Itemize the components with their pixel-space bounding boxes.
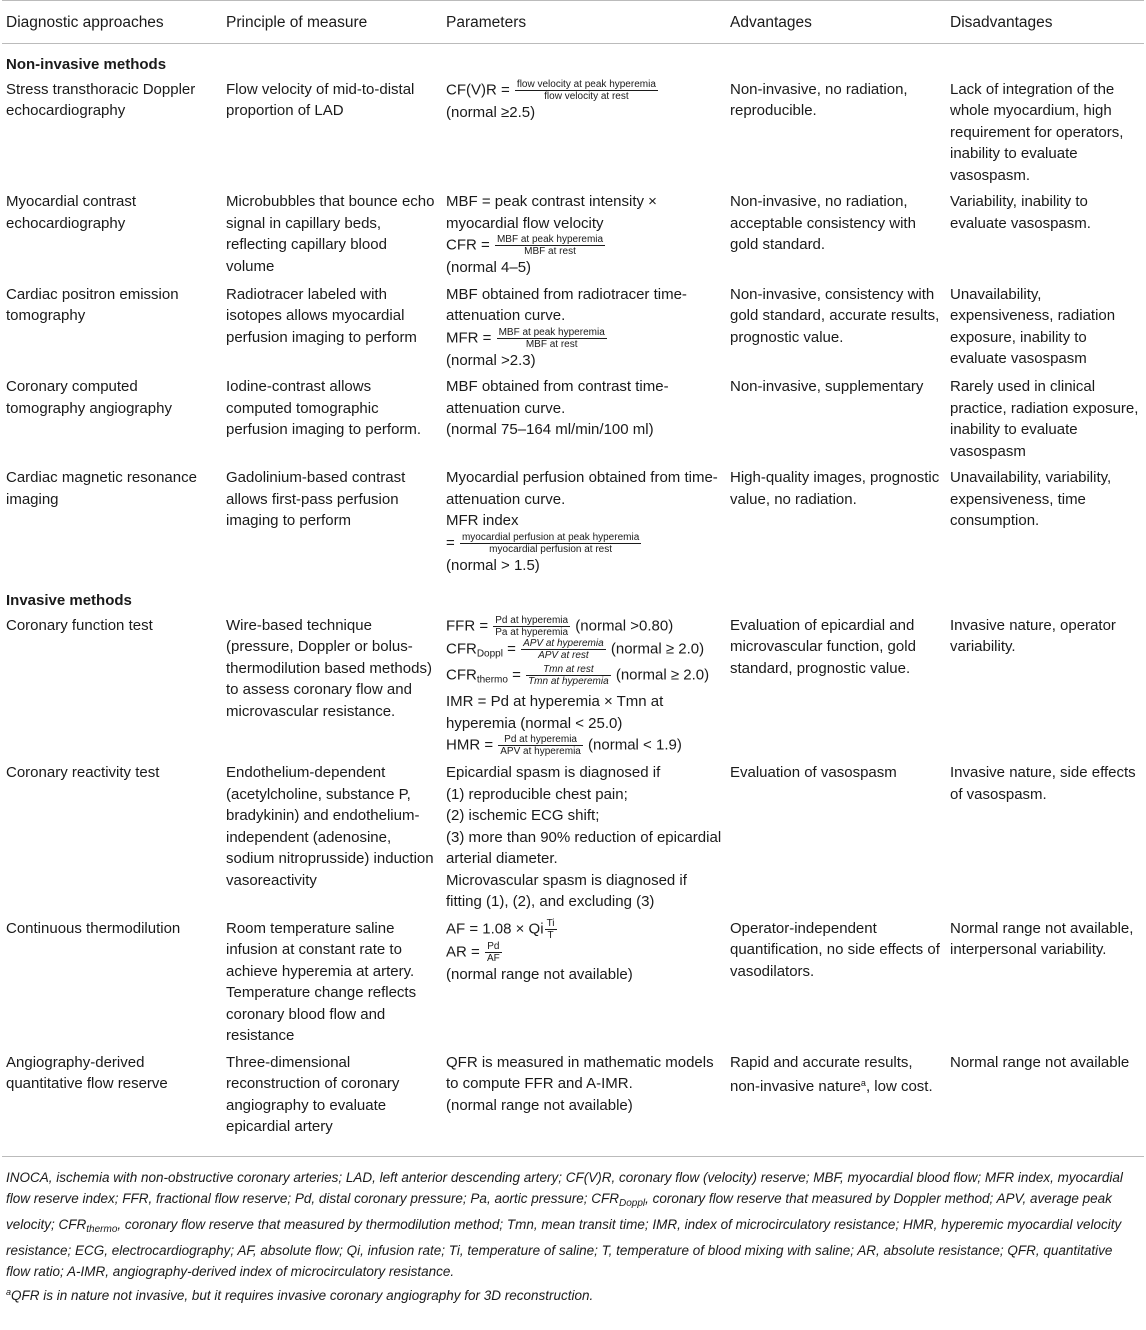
approach-cell: Cardiac positron emission tomography — [6, 285, 179, 324]
header-advantages: Advantages — [726, 1, 946, 44]
denominator: T — [547, 929, 554, 941]
formula-lhs: AR = — [446, 943, 480, 961]
approach-cell: Cardiac magnetic resonance imaging — [6, 469, 197, 508]
principle-cell: Flow velocity of mid-to-distal proportion of LAD — [226, 80, 415, 119]
table-row — [2, 78, 1144, 191]
parameters-cell — [442, 1051, 726, 1142]
principle-cell: Three-dimensional reconstruction of coronary angiography to evaluate epicardial artery — [226, 1053, 400, 1136]
formula-lhs: CF(V)R = — [446, 80, 510, 98]
parameter-text: (2) ischemic ECG shift; — [446, 807, 600, 825]
parameter-text: MBF obtained from radiotracer time-attenuation curve. — [446, 285, 687, 324]
numerator: Ti — [546, 917, 555, 929]
disadvantages-cell: Rarely used in clinical practice, radiation exposure, inability to evaluate vasospasm — [950, 378, 1139, 460]
advantages-cell: High-quality images, prognostic value, no radiation. — [730, 469, 940, 508]
numerator: Pd — [485, 941, 502, 953]
section-noninvasive: Non-invasive methods — [6, 56, 167, 73]
formula-lhs: AF = 1.08 × Qi — [446, 920, 544, 938]
table-row — [2, 466, 1144, 580]
denominator: APV at hyperemia — [500, 746, 581, 758]
formula-lhs: HMR = — [446, 736, 494, 754]
fraction — [545, 918, 557, 941]
normal-range: (normal range not available) — [446, 1096, 633, 1114]
normal-range: (normal >0.80) — [575, 616, 674, 634]
principle-cell: Room temperature saline infusion at constant rate to achieve hyperemia at artery. Temperature change reflects coronary blood flow and resistance — [226, 919, 417, 1045]
qfr-footnote — [2, 1282, 1144, 1306]
parameter-text: MBF = peak contrast intensity × myocardial flow velocity — [446, 193, 657, 232]
fraction — [485, 941, 502, 964]
normal-range: (normal > 1.5) — [446, 556, 540, 574]
equals-sign: = — [507, 639, 516, 657]
principle-cell: Wire-based technique (pressure, Doppler or bolus-thermodilution based methods) to assess coronary flow and microvascular resistance. — [226, 616, 432, 720]
fraction — [460, 532, 641, 555]
parameter-text: (3) more than 90% reduction of epicardial arterial diameter. — [446, 828, 722, 868]
section-invasive: Invasive methods — [6, 592, 132, 609]
advantages-text: Rapid and accurate results, non-invasive nature — [730, 1053, 913, 1096]
disadvantages-cell: Lack of integration of the whole myocardium, high requirement for operators, inability to evaluate vasospasm. — [950, 80, 1124, 184]
header-approach: Diagnostic approaches — [2, 1, 222, 44]
imr-formula: IMR = Pd at hyperemia × Tmn at hyperemia (normal < 25.0) — [446, 693, 664, 732]
advantages-cell: Evaluation of epicardial and microvascular function, gold standard, prognostic value. — [730, 616, 916, 677]
formula-lhs: = — [446, 533, 455, 551]
fraction — [498, 734, 583, 757]
parameter-text: Microvascular spasm is diagnosed if fitting (1), (2), and excluding (3) — [446, 871, 687, 911]
footnote-text: , coronary flow reserve that measured by thermodilution method; Tmn, mean transit time; IMR, index of microcirculatory resistance; HMR, hyperemic myocardial velocity resistance; ECG, electrocardiography; AF, absolute flow; Qi, infusion rate; Ti, temperature of saline; T, temperature of blood mixing with saline; AR, absolute resistance; QFR, quantitative flow ratio; A-IMR, angiography-derived index of microcirculatory resistance. — [6, 1216, 1122, 1279]
parameters-cell — [442, 375, 726, 466]
header-parameters: Parameters — [442, 1, 726, 44]
parameters-cell — [442, 190, 726, 283]
formula-lhs: CFR — [446, 639, 477, 657]
numerator: MBF at peak hyperemia — [498, 326, 605, 338]
approach-cell: Myocardial contrast echocardiography — [6, 193, 137, 232]
denominator: APV at rest — [538, 649, 589, 661]
subscript: Doppl — [476, 647, 503, 659]
advantages-cell: Evaluation of vasospasm — [730, 764, 897, 782]
formula-lhs: CFR = — [446, 236, 490, 254]
principle-cell: Radiotracer labeled with isotopes allows myocardial perfusion imaging to perform — [226, 285, 417, 346]
advantages-cell: Non-invasive, consistency with gold standard, accurate results, prognostic value. — [730, 285, 940, 346]
principle-cell: Endothelium-dependent (acetylcholine, substance P, bradykinin) and endothelium-independent (adenosine, sodium nitroprusside) induction vasoreactivity — [226, 764, 434, 889]
equals-sign: = — [512, 666, 521, 684]
parameters-cell — [442, 78, 726, 191]
table-row — [2, 283, 1144, 376]
approach-cell: Stress transthoracic Doppler echocardiography — [6, 80, 196, 119]
header-disadvantages: Disadvantages — [946, 1, 1144, 44]
numerator: Pd at hyperemia — [495, 614, 569, 626]
disadvantages-cell: Normal range not available, interpersonal variability. — [950, 919, 1134, 959]
header-row — [2, 1, 1144, 44]
normal-range: (normal 75–164 ml/min/100 ml) — [446, 421, 654, 438]
fraction — [497, 327, 607, 350]
table-row — [2, 375, 1144, 466]
subscript: Doppl — [618, 1197, 646, 1209]
footnote-text: QFR is in nature not invasive, but it requires invasive coronary angiography for 3D reconstruction. — [11, 1287, 594, 1303]
parameters-cell — [442, 761, 726, 917]
principle-cell: Iodine-contrast allows computed tomographic perfusion imaging to perform. — [226, 378, 422, 438]
disadvantages-cell: Invasive nature, operator variability. — [950, 616, 1116, 655]
advantages-text: , low cost. — [865, 1078, 933, 1096]
approach-cell: Continuous thermodilution — [6, 919, 181, 937]
normal-range: (normal >2.3) — [446, 351, 536, 369]
parameter-text: Epicardial spasm is diagnosed if — [446, 764, 661, 782]
normal-range: (normal < 1.9) — [588, 736, 682, 754]
normal-range: (normal 4–5) — [446, 259, 532, 276]
parameters-cell — [442, 614, 726, 762]
fraction — [521, 638, 606, 661]
principle-cell: Microbubbles that bounce echo signal in capillary beds, reflecting capillary blood volume — [226, 193, 435, 275]
disadvantages-cell: Invasive nature, side effects of vasospasm. — [950, 764, 1136, 803]
numerator: myocardial perfusion at peak hyperemia — [461, 531, 640, 543]
parameter-text: QFR is measured in mathematic models to compute FFR and A-IMR. — [446, 1053, 714, 1093]
footnote-text: , coronary flow reserve that measured by Doppler method; APV, average peak velocity; CFR — [6, 1190, 1112, 1232]
diagnostic-table — [2, 0, 1144, 1142]
abbreviations-footnote — [2, 1156, 1144, 1282]
table-row — [2, 917, 1144, 1051]
formula-lhs: CFR — [446, 666, 477, 684]
subscript: thermo — [476, 674, 508, 686]
formula-lhs: MFR = — [446, 328, 492, 346]
advantages-cell — [726, 1051, 946, 1142]
table-row — [2, 1051, 1144, 1142]
footnote-text: INOCA, ischemia with non-obstructive coronary arteries; LAD, left anterior descending artery; CF(V)R, coronary flow (velocity) reserve; MBF, myocardial blood flow; MFR index, myocardial flow reserve index; FFR, fractional flow reserve; Pd, distal coronary pressure; Pa, aortic pressure; CFR — [6, 1169, 1123, 1206]
formula-lhs: FFR = — [446, 616, 489, 634]
approach-cell: Coronary reactivity test — [6, 764, 160, 782]
subscript: thermo — [86, 1223, 118, 1235]
numerator: flow velocity at peak hyperemia — [516, 78, 656, 90]
parameters-cell — [442, 283, 726, 376]
approach-cell: Coronary function test — [6, 616, 153, 634]
advantages-cell: Non-invasive, supplementary — [730, 378, 924, 395]
advantages-cell: Operator-independent quantification, no side effects of vasodilators. — [730, 919, 940, 980]
table-row — [2, 614, 1144, 762]
table-row — [2, 761, 1144, 917]
parameter-text: MBF obtained from contrast time-attenuation curve. — [446, 378, 669, 417]
denominator: flow velocity at rest — [544, 90, 629, 102]
numerator: Pd at hyperemia — [498, 734, 583, 746]
denominator: MBF at rest — [524, 246, 576, 257]
parameters-cell — [442, 917, 726, 1051]
advantages-cell: Non-invasive, no radiation, acceptable consistency with gold standard. — [730, 193, 916, 253]
fraction — [526, 664, 611, 687]
normal-range: (normal ≥2.5) — [446, 103, 536, 121]
advantages-cell: Non-invasive, no radiation, reproducible. — [730, 80, 908, 119]
numerator: MBF at peak hyperemia — [496, 234, 604, 245]
parameter-text: Myocardial perfusion obtained from time-attenuation curve. — [446, 469, 718, 508]
denominator: Tmn at hyperemia — [528, 676, 609, 688]
footnote-marker: a — [6, 1286, 12, 1297]
principle-cell: Gadolinium-based contrast allows first-pass perfusion imaging to perform — [226, 469, 406, 529]
parameter-text: (1) reproducible chest pain; — [446, 785, 628, 803]
approach-cell: Angiography-derived quantitative flow reserve — [6, 1053, 168, 1093]
normal-range: (normal ≥ 2.0) — [610, 639, 705, 657]
footnote-marker: a — [860, 1078, 866, 1089]
parameter-text: MFR index — [446, 512, 519, 529]
approach-cell: Coronary computed tomography angiography — [6, 378, 172, 417]
disadvantages-cell: Unavailability, variability, expensiveness, time consumption. — [950, 469, 1112, 529]
denominator: myocardial perfusion at rest — [489, 543, 613, 555]
denominator: Pa at hyperemia — [495, 626, 569, 638]
disadvantages-cell: Normal range not available — [950, 1053, 1130, 1071]
normal-range: (normal ≥ 2.0) — [615, 666, 710, 684]
parameters-cell — [442, 466, 726, 580]
fraction — [493, 615, 570, 638]
header-principle: Principle of measure — [222, 1, 442, 44]
denominator: AF — [486, 952, 500, 964]
fraction — [515, 79, 658, 102]
normal-range: (normal range not available) — [446, 965, 633, 983]
numerator: APV at hyperemia — [523, 637, 604, 649]
disadvantages-cell: Variability, inability to evaluate vasospasm. — [950, 193, 1091, 232]
disadvantages-cell: Unavailability, expensiveness, radiation exposure, inability to evaluate vasospasm — [950, 285, 1116, 367]
denominator: MBF at rest — [525, 338, 578, 350]
fraction — [495, 234, 605, 257]
table-row — [2, 190, 1144, 283]
numerator: Tmn at rest — [526, 664, 611, 676]
